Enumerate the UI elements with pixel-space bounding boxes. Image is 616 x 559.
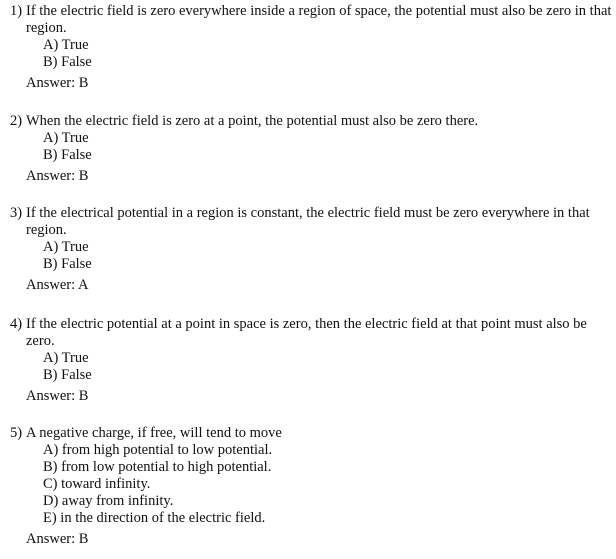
choice-d: D) away from infinity. — [43, 493, 174, 509]
question-number: 3) — [10, 205, 23, 221]
answer-line: Answer: B — [26, 168, 89, 184]
question-stem — [10, 3, 612, 37]
choice-list — [43, 442, 612, 527]
choice-c: C) toward infinity. — [43, 476, 151, 492]
question-number: 1) — [10, 3, 23, 19]
question-text: If the electric potential at a point in space is zero, then the electric field at that point must also be zero. — [26, 316, 587, 349]
question-number: 5) — [10, 425, 23, 441]
choice-e: E) in the direction of the electric field. — [43, 510, 266, 526]
choice-b: B) False — [43, 54, 92, 70]
question-text: A negative charge, if free, will tend to move — [26, 425, 282, 441]
question-stem — [10, 316, 612, 350]
choice-a: A) True — [43, 130, 89, 146]
question-stem — [10, 113, 612, 130]
choice-list — [43, 350, 612, 384]
answer-line: Answer: B — [26, 531, 89, 547]
choice-list — [43, 37, 612, 71]
choice-a: A) from high potential to low potential. — [43, 442, 273, 458]
question-4 — [10, 316, 612, 405]
question-5 — [10, 425, 612, 548]
choice-list — [43, 239, 612, 273]
choice-b: B) False — [43, 147, 92, 163]
choice-b: B) False — [43, 367, 92, 383]
question-number: 4) — [10, 316, 23, 332]
question-text: If the electric field is zero everywhere inside a region of space, the potential must also be zero in that region. — [26, 3, 612, 36]
question-text: When the electric field is zero at a point, the potential must also be zero there. — [26, 113, 479, 129]
answer-line: Answer: B — [26, 75, 89, 91]
choice-a: A) True — [43, 350, 89, 366]
choice-a: A) True — [43, 239, 89, 255]
question-stem — [10, 205, 612, 239]
question-stem — [10, 425, 612, 442]
question-3 — [10, 205, 612, 294]
choice-a: A) True — [43, 37, 89, 53]
choice-b: B) from low potential to high potential. — [43, 459, 272, 475]
choice-list — [43, 130, 612, 164]
answer-line: Answer: B — [26, 388, 89, 404]
answer-line: Answer: A — [26, 277, 89, 293]
question-1 — [10, 3, 612, 92]
question-text: If the electrical potential in a region is constant, the electric field must be zero everywhere in that region. — [26, 205, 590, 238]
question-number: 2) — [10, 113, 23, 129]
question-2 — [10, 113, 612, 185]
choice-b: B) False — [43, 256, 92, 272]
